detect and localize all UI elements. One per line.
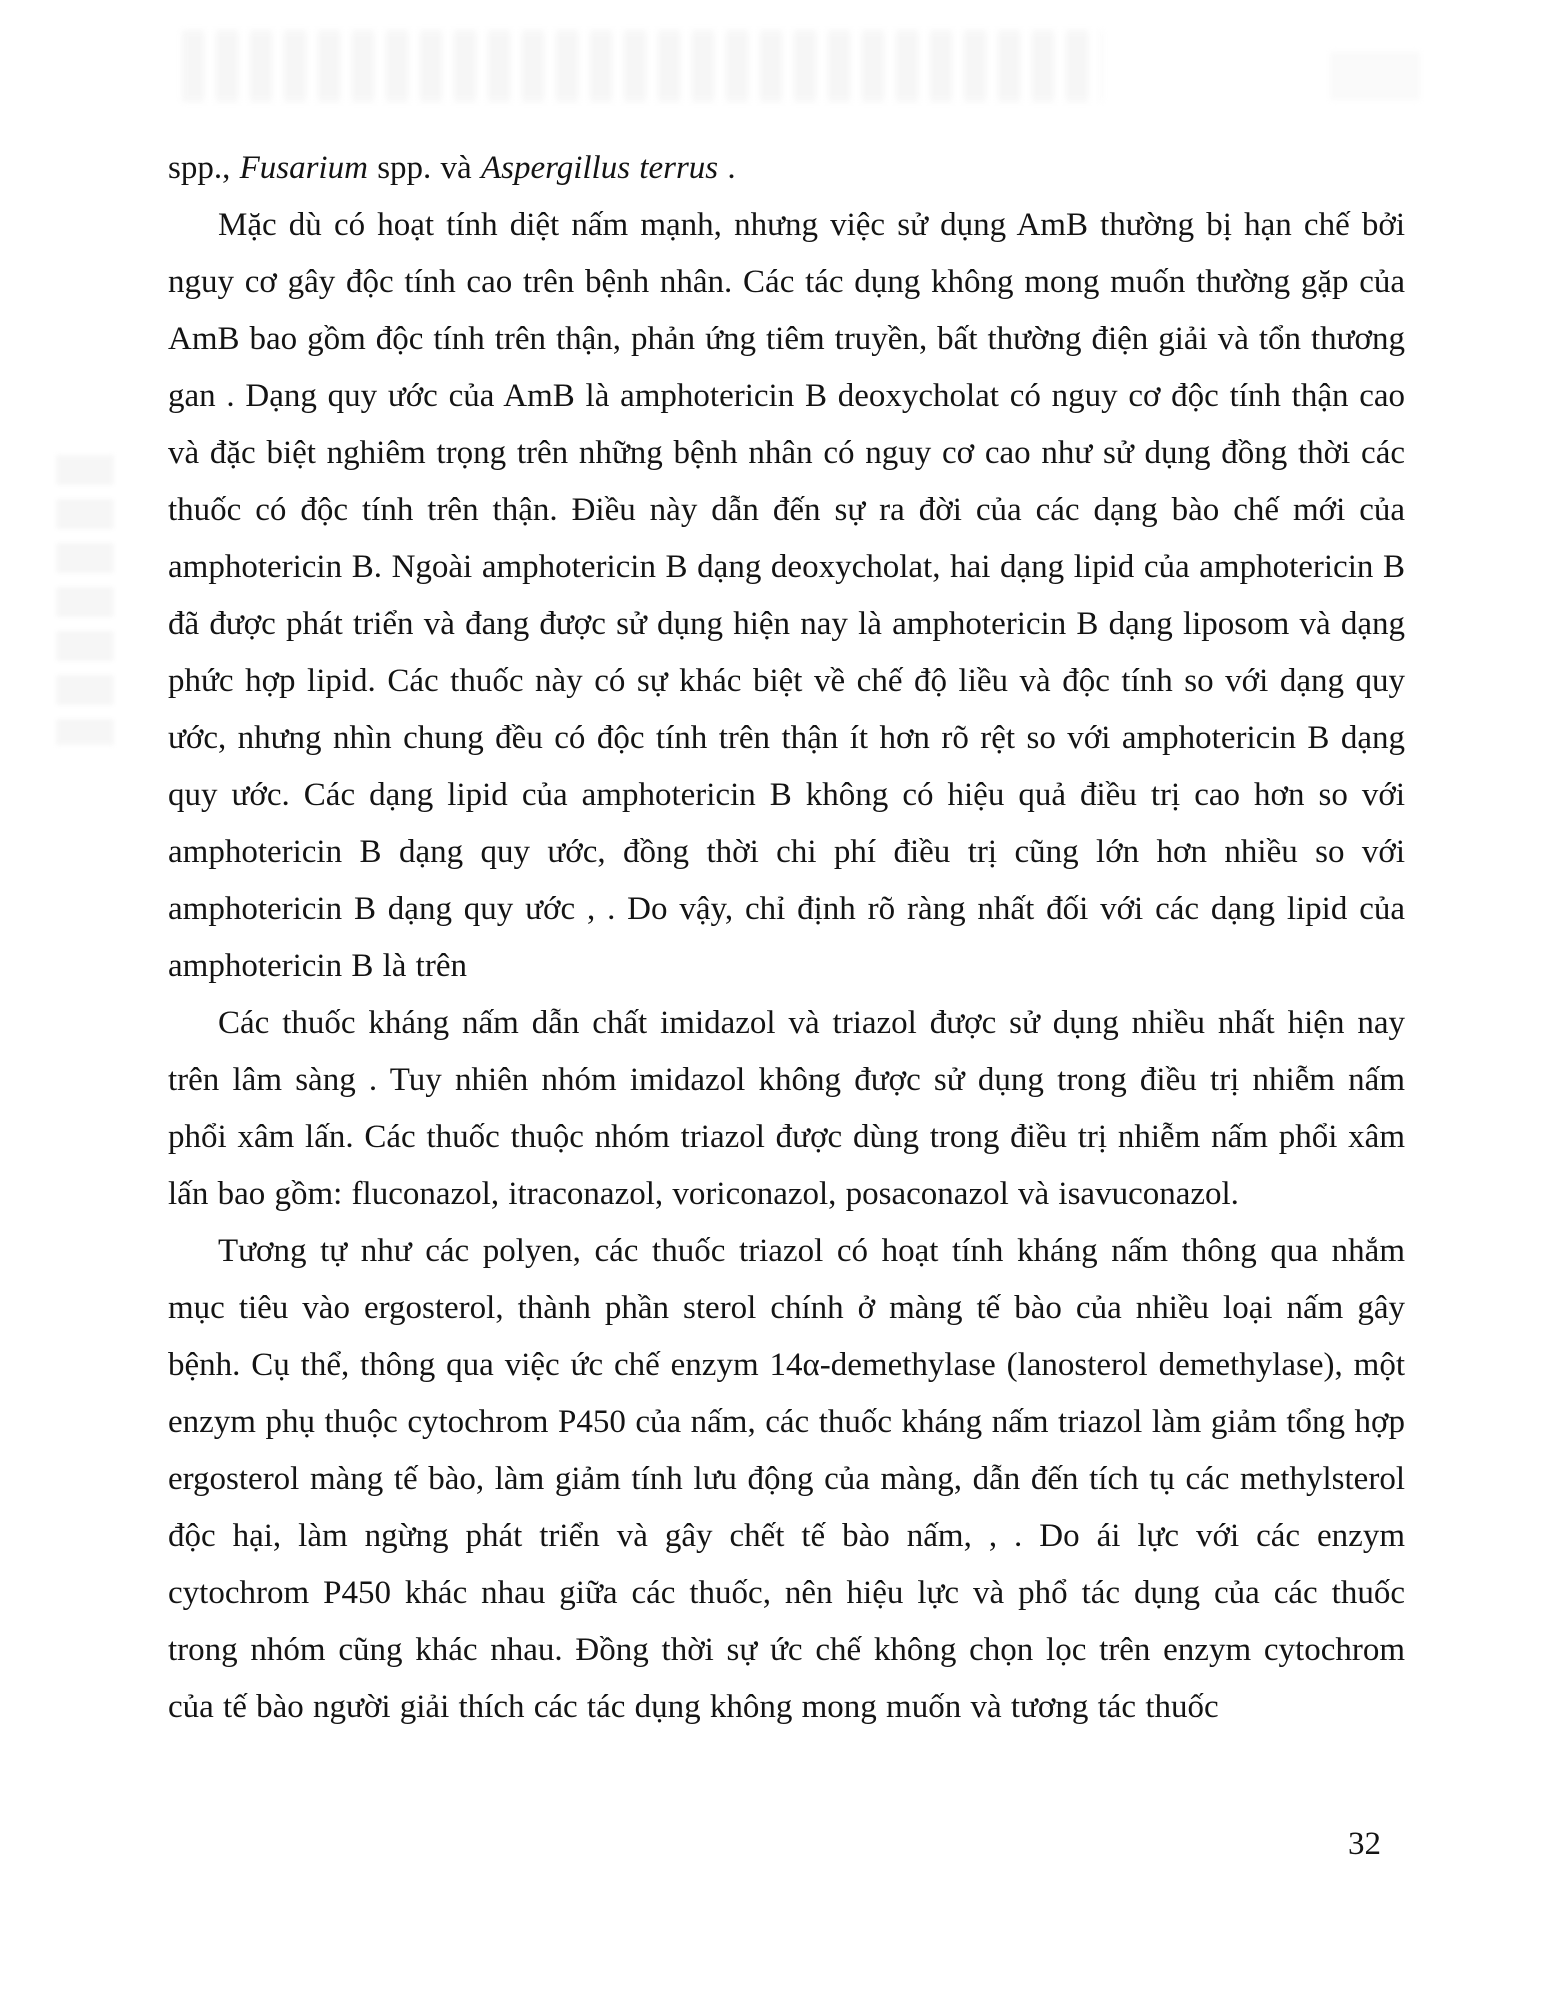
- page-number: 32: [1348, 1826, 1381, 1862]
- paragraph: [168, 1223, 1405, 1736]
- text-segment: Tương tự như các polyen, các thuốc triazol có hoạt tính kháng nấm thông qua nhắm mục tiêu vào ergosterol, thành phần sterol chính ở màng tế bào của nhiều loại nấm gây bệnh. Cụ thể, thông qua việc ức chế enzym 14α-demethylase (lanosterol demethylase), một enzym phụ thuộc cytochrom P450 của nấm, các thuốc kháng nấm triazol làm giảm tổng hợp ergosterol màng tế bào, làm giảm tính lưu động của màng, dẫn đến tích tụ các methylsterol độc hại, làm ngừng phát triển và gây chết tế bào nấm, , . Do ái lực với các enzym cytochrom P450 khác nhau giữa các thuốc, nên hiệu lực và phổ tác dụng của các thuốc trong nhóm cũng khác nhau. Đồng thời sự ức chế không chọn lọc trên enzym cytochrom của tế bào người giải thích các tác dụng không mong muốn và tương tác thuốc: [168, 1233, 1405, 1725]
- text-segment: .: [718, 150, 736, 186]
- italic-text-segment: Fusarium: [239, 150, 368, 186]
- text-segment: Các thuốc kháng nấm dẫn chất imidazol và triazol được sử dụng nhiều nhất hiện nay trên lâm sàng . Tuy nhiên nhóm imidazol không được sử dụng trong điều trị nhiễm nấm phổi xâm lấn. Các thuốc thuộc nhóm triazol được dùng trong điều trị nhiễm nấm phổi xâm lấn bao gồm: fluconazol, itraconazol, voriconazol, posaconazol và isavuconazol.: [168, 1005, 1405, 1212]
- top-watermark: [182, 30, 1102, 102]
- left-margin-watermark: [56, 455, 114, 745]
- paragraph: [168, 197, 1405, 995]
- text-segment: spp.,: [168, 150, 240, 186]
- text-segment: Mặc dù có hoạt tính diệt nấm mạnh, nhưng việc sử dụng AmB thường bị hạn chế bởi nguy cơ gây độc tính cao trên bệnh nhân. Các tác dụng không mong muốn thường gặp của AmB bao gồm độc tính trên thận, phản ứng tiêm truyền, bất thường điện giải và tổn thương gan . Dạng quy ước của AmB là amphotericin B deoxycholat có nguy cơ độc tính thận cao và đặc biệt nghiêm trọng trên những bệnh nhân có nguy cơ cao như sử dụng đồng thời các thuốc có độc tính trên thận. Điều này dẫn đến sự ra đời của các dạng bào chế mới của amphotericin B. Ngoài amphotericin B dạng deoxycholat, hai dạng lipid của amphotericin B đã được phát triển và đang được sử dụng hiện nay là amphotericin B dạng liposom và dạng phức hợp lipid. Các thuốc này có sự khác biệt về chế độ liều và độc tính so với dạng quy ước, nhưng nhìn chung đều có độc tính trên thận ít hơn rõ rệt so với amphotericin B dạng quy ước. Các dạng lipid của amphotericin B không có hiệu quả điều trị cao hơn so với amphotericin B dạng quy ước, đồng thời chi phí điều trị cũng lớn hơn nhiều so với amphotericin B dạng quy ước , . Do vậy, chỉ định rõ ràng nhất đối với các dạng lipid của amphotericin B là trên: [168, 207, 1405, 984]
- italic-text-segment: Aspergillus terrus: [480, 150, 719, 186]
- text-segment: spp. và: [367, 150, 481, 186]
- top-watermark-fragment: [1330, 52, 1420, 100]
- document-body: [168, 140, 1405, 1736]
- paragraph: [168, 995, 1405, 1223]
- paragraph: [168, 140, 1405, 197]
